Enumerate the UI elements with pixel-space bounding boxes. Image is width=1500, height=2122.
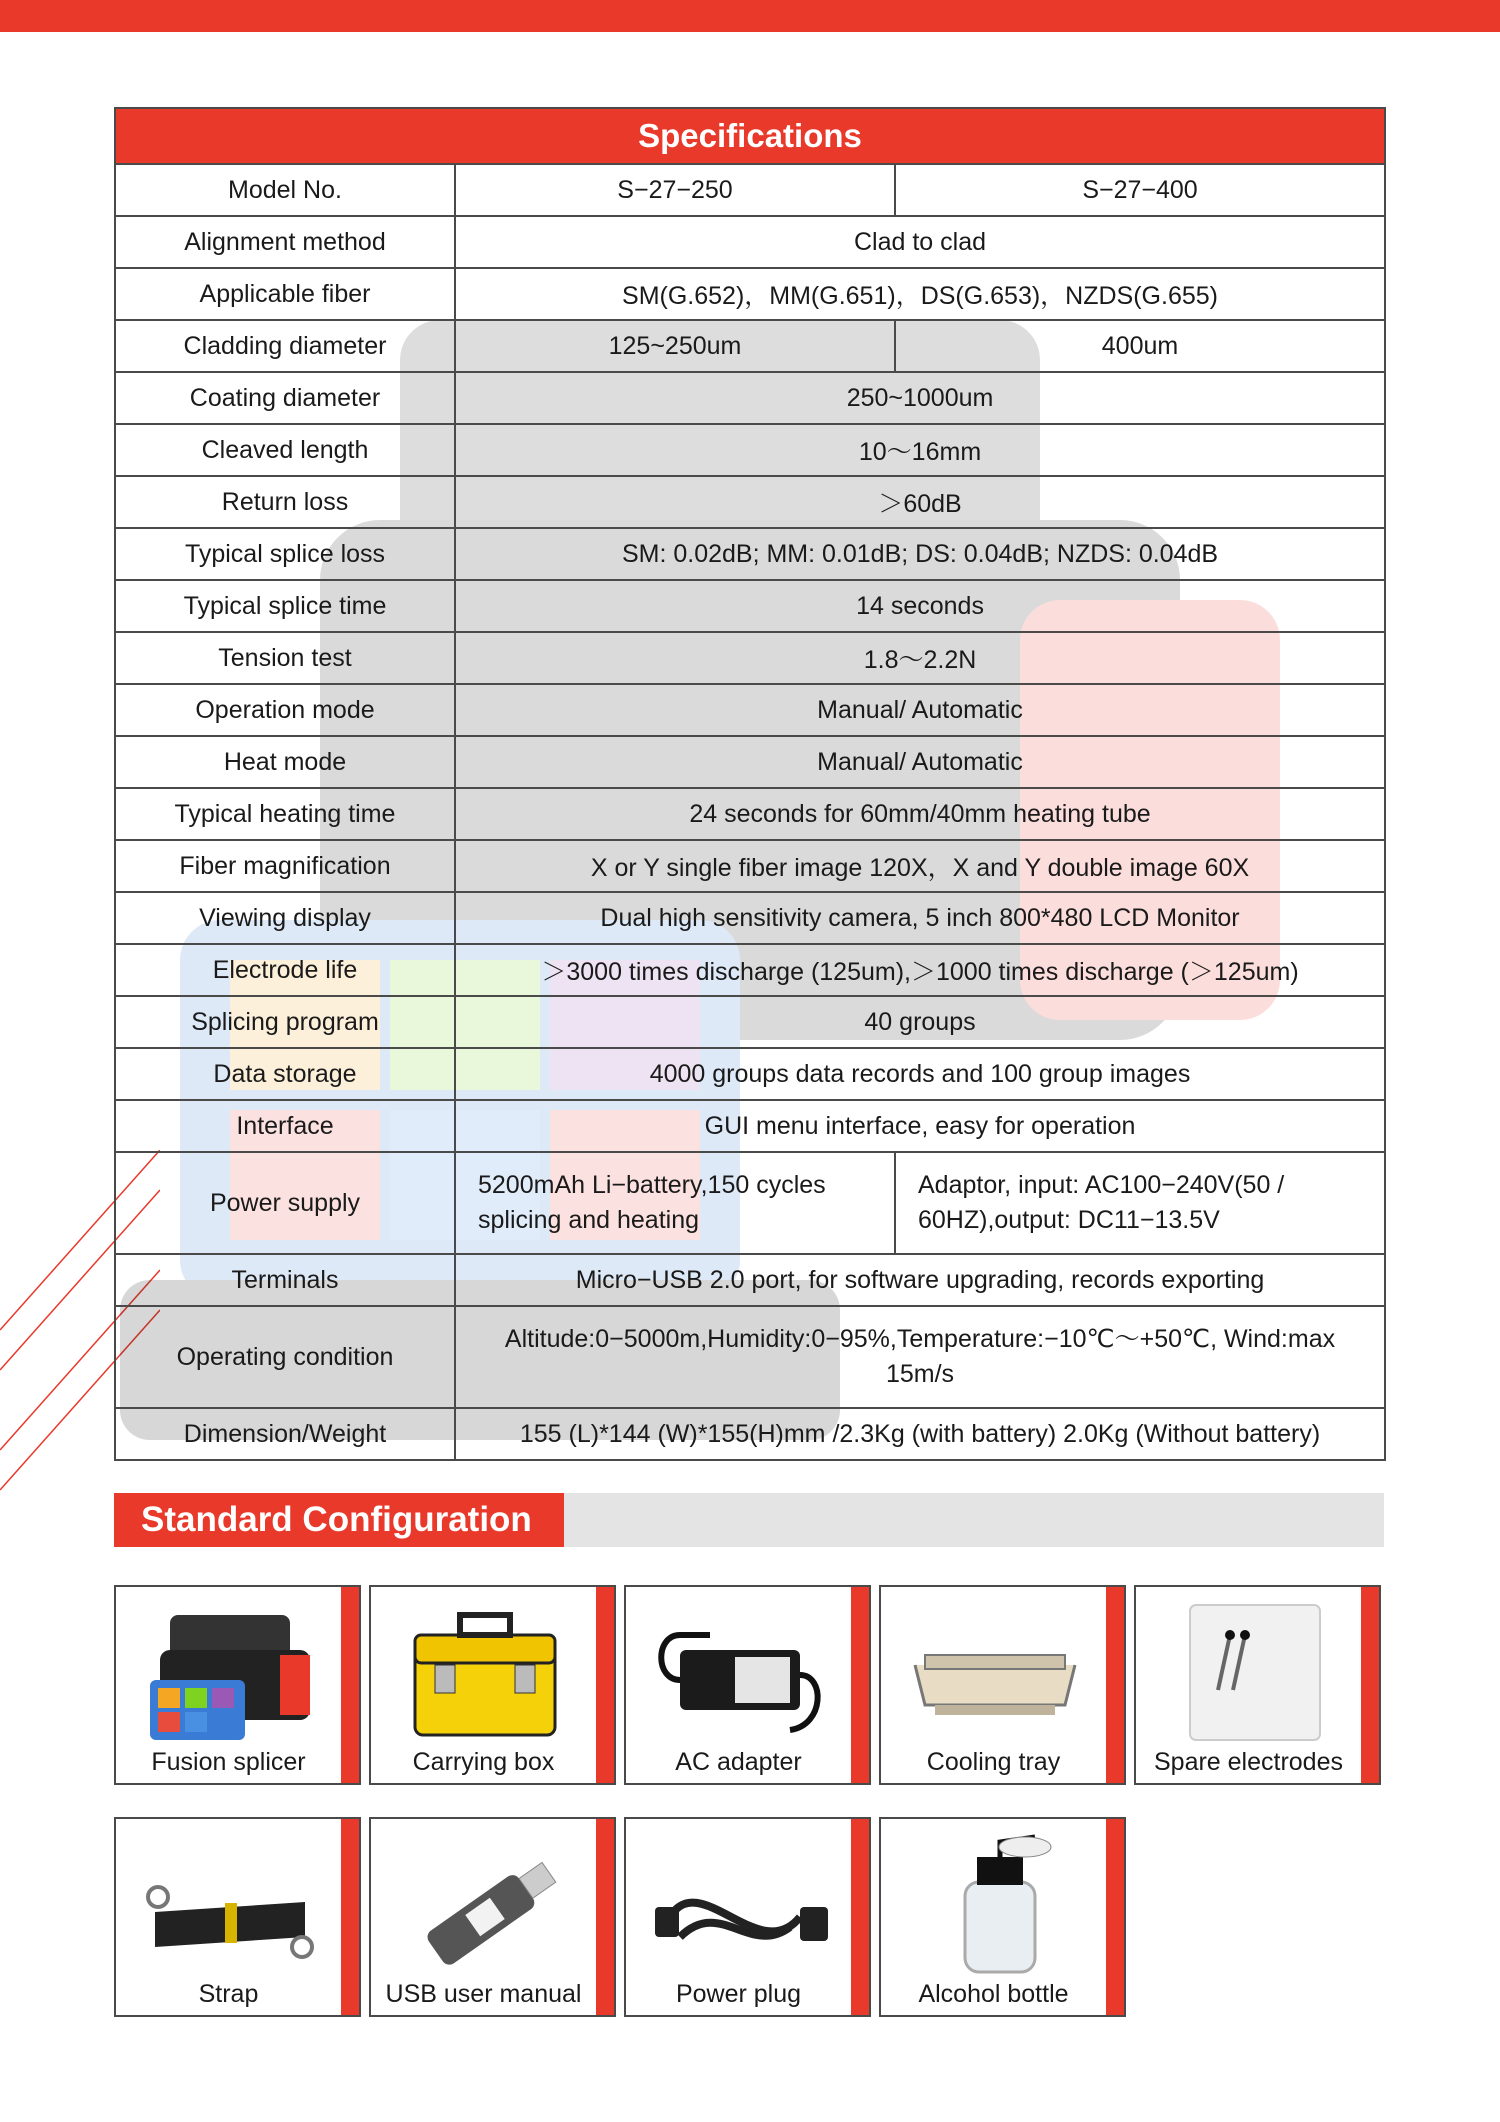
config-item-label: AC adapter: [675, 1748, 802, 1776]
spec-label: Return loss: [115, 476, 455, 528]
spec-row: [115, 1100, 1385, 1152]
spec-value: 4000 groups data records and 100 group images: [455, 1048, 1385, 1100]
spec-label: Typical splice time: [115, 580, 455, 632]
spec-row: [115, 632, 1385, 684]
spec-label: Dimension/Weight: [115, 1408, 455, 1460]
spec-value: Altitude:0−5000m,Humidity:0−95%,Temperature:−10℃～+50℃, Wind:max 15m/s: [455, 1306, 1385, 1408]
strap-icon: [130, 1827, 330, 1977]
spec-label: Model No.: [115, 164, 455, 216]
top-accent-bar: [0, 0, 1500, 32]
config-item-label: Spare electrodes: [1153, 1748, 1343, 1776]
spec-row: [115, 736, 1385, 788]
spec-row: [115, 216, 1385, 268]
spec-row: [115, 684, 1385, 736]
spec-row: [115, 788, 1385, 840]
spec-row: [115, 372, 1385, 424]
config-item-card: [1134, 1585, 1381, 1785]
spec-label: Electrode life: [115, 944, 455, 996]
config-item-label: Strap: [198, 1980, 259, 2008]
spec-row: [115, 944, 1385, 996]
spec-label: Terminals: [115, 1254, 455, 1306]
carrying-box-icon: [385, 1595, 585, 1745]
specifications-title: Specifications: [115, 108, 1385, 164]
spec-value: Manual/ Automatic: [455, 736, 1385, 788]
spec-row: [115, 996, 1385, 1048]
spec-value-model-1: 125~250um: [455, 320, 895, 372]
spec-value-model-2: S−27−400: [895, 164, 1385, 216]
spec-row: [115, 892, 1385, 944]
spec-value: ＞60dB: [455, 476, 1385, 528]
spec-row: [115, 840, 1385, 892]
spec-value: SM(G.652)，MM(G.651)，DS(G.653)，NZDS(G.655): [455, 268, 1385, 320]
spec-value: ＞3000 times discharge (125um),＞1000 times discharge (＞125um): [455, 944, 1385, 996]
spec-value-model-2: 400um: [895, 320, 1385, 372]
spec-value: 1.8～2.2N: [455, 632, 1385, 684]
config-item-card: [369, 1817, 616, 2017]
spec-value-model-2: Adaptor, input: AC100−240V(50 / 60HZ),output: DC11−13.5V: [895, 1152, 1385, 1254]
spec-row: [115, 476, 1385, 528]
cooling-tray-icon: [895, 1595, 1095, 1745]
spec-row: [115, 1306, 1385, 1408]
spec-label: Power supply: [115, 1152, 455, 1254]
spec-label: Alignment method: [115, 216, 455, 268]
spec-value: 24 seconds for 60mm/40mm heating tube: [455, 788, 1385, 840]
spec-label: Typical heating time: [115, 788, 455, 840]
card-accent-stripe: [1361, 1587, 1379, 1783]
config-item-label: USB user manual: [385, 1980, 582, 2008]
config-item-card: [879, 1585, 1126, 1785]
spec-row: [115, 1254, 1385, 1306]
spec-label: Interface: [115, 1100, 455, 1152]
spec-label: Coating diameter: [115, 372, 455, 424]
config-item-label: Cooling tray: [926, 1748, 1061, 1776]
spec-label: Cladding diameter: [115, 320, 455, 372]
card-accent-stripe: [851, 1587, 869, 1783]
card-accent-stripe: [596, 1587, 614, 1783]
config-item-card: [369, 1585, 616, 1785]
spec-value-model-1: 5200mAh Li−battery,150 cycles splicing and heating: [455, 1152, 895, 1254]
spec-value: GUI menu interface, easy for operation: [455, 1100, 1385, 1152]
spec-label: Tension test: [115, 632, 455, 684]
spec-value: 14 seconds: [455, 580, 1385, 632]
spare-electrodes-icon: [1150, 1595, 1350, 1745]
spec-label: Applicable fiber: [115, 268, 455, 320]
config-item-label: Carrying box: [412, 1748, 555, 1776]
spec-row: [115, 580, 1385, 632]
spec-row: [115, 1152, 1385, 1254]
spec-value: 40 groups: [455, 996, 1385, 1048]
spec-label: Fiber magnification: [115, 840, 455, 892]
spec-row: [115, 528, 1385, 580]
spec-label: Cleaved length: [115, 424, 455, 476]
card-accent-stripe: [341, 1819, 359, 2015]
card-accent-stripe: [1106, 1819, 1124, 2015]
config-item-label: Power plug: [675, 1980, 802, 2008]
usb-drive-icon: [385, 1827, 585, 1977]
spec-value: Micro−USB 2.0 port, for software upgrading, records exporting: [455, 1254, 1385, 1306]
spec-value-model-1: S−27−250: [455, 164, 895, 216]
config-item-card: [114, 1585, 361, 1785]
config-item-label: Alcohol bottle: [918, 1980, 1069, 2008]
config-item-card: [879, 1817, 1126, 2017]
spec-value: X or Y single fiber image 120X，X and Y double image 60X: [455, 840, 1385, 892]
spec-label: Heat mode: [115, 736, 455, 788]
card-accent-stripe: [1106, 1587, 1124, 1783]
spec-row: [115, 268, 1385, 320]
specifications-table: [114, 107, 1386, 1461]
config-item-card: [624, 1585, 871, 1785]
spec-value: Manual/ Automatic: [455, 684, 1385, 736]
standard-configuration-title: Standard Configuration: [114, 1493, 564, 1547]
ac-adapter-icon: [640, 1595, 840, 1745]
spec-row: [115, 424, 1385, 476]
spec-label: Operating condition: [115, 1306, 455, 1408]
config-item-label: Fusion splicer: [151, 1748, 306, 1776]
spec-value: Clad to clad: [455, 216, 1385, 268]
spec-label: Operation mode: [115, 684, 455, 736]
spec-label: Typical splice loss: [115, 528, 455, 580]
spec-label: Viewing display: [115, 892, 455, 944]
spec-value: 250~1000um: [455, 372, 1385, 424]
fusion-splicer-icon: [130, 1595, 330, 1745]
config-item-card: [624, 1817, 871, 2017]
spec-value: 10～16mm: [455, 424, 1385, 476]
card-accent-stripe: [596, 1819, 614, 2015]
config-item-card: [114, 1817, 361, 2017]
standard-configuration-header: [114, 1493, 1384, 1547]
spec-label: Splicing program: [115, 996, 455, 1048]
spec-value: 155 (L)*144 (W)*155(H)mm /2.3Kg (with battery) 2.0Kg (Without battery): [455, 1408, 1385, 1460]
alcohol-bottle-icon: [895, 1827, 1095, 1977]
spec-value: Dual high sensitivity camera, 5 inch 800*480 LCD Monitor: [455, 892, 1385, 944]
spec-row: [115, 320, 1385, 372]
spec-label: Data storage: [115, 1048, 455, 1100]
card-accent-stripe: [341, 1587, 359, 1783]
spec-value: SM: 0.02dB; MM: 0.01dB; DS: 0.04dB; NZDS: 0.04dB: [455, 528, 1385, 580]
spec-row: [115, 164, 1385, 216]
spec-row: [115, 1048, 1385, 1100]
power-plug-icon: [640, 1827, 840, 1977]
spec-row: [115, 1408, 1385, 1460]
card-accent-stripe: [851, 1819, 869, 2015]
